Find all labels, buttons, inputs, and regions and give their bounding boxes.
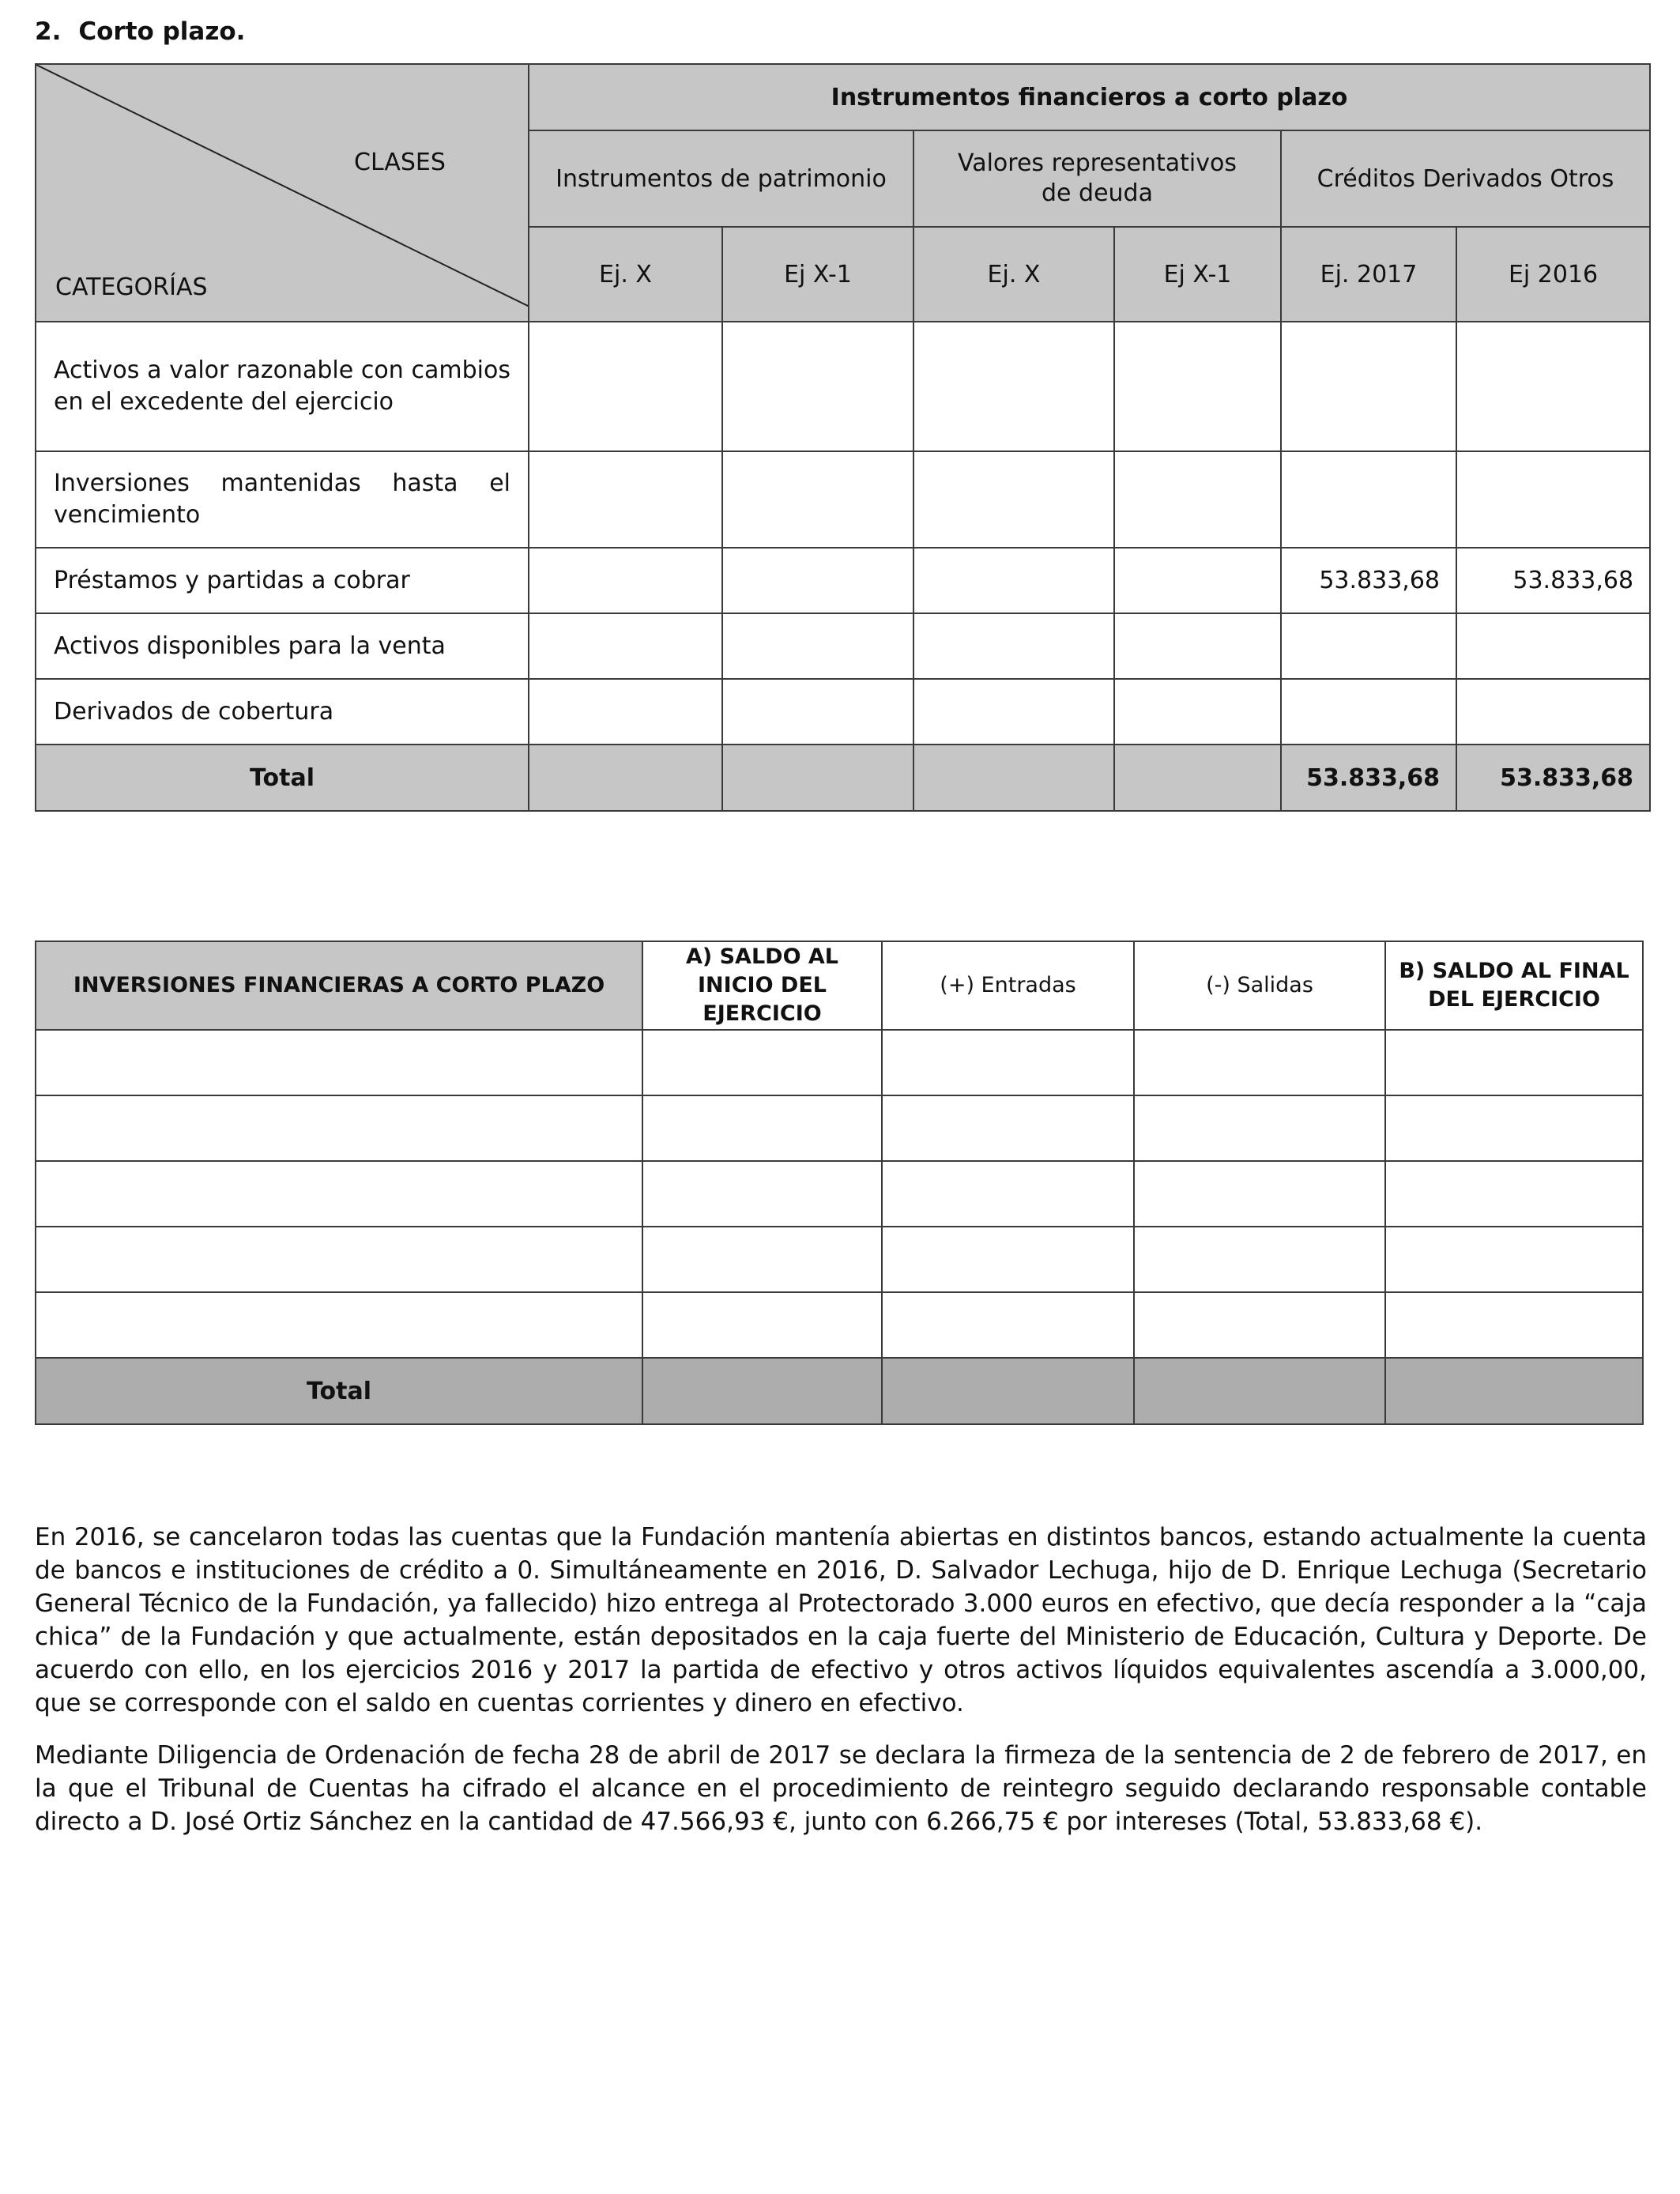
clases-label: CLASES bbox=[354, 149, 446, 176]
row-label: Préstamos y partidas a cobrar bbox=[36, 548, 529, 613]
closing-balance-header: B) SALDO AL FINAL DEL EJERCICIO bbox=[1385, 941, 1643, 1030]
total-cell: 53.833,68 bbox=[1281, 745, 1456, 811]
value-cell bbox=[1114, 322, 1281, 451]
year-header: Ej. X bbox=[529, 227, 722, 322]
value-cell bbox=[722, 322, 913, 451]
cell bbox=[1134, 1227, 1385, 1292]
cell bbox=[642, 1292, 882, 1358]
table-row bbox=[36, 1161, 1643, 1227]
value-cell bbox=[529, 548, 722, 613]
value-cell bbox=[913, 548, 1114, 613]
value-cell bbox=[1456, 322, 1650, 451]
value-cell bbox=[1456, 451, 1650, 548]
year-header: Ej X-1 bbox=[722, 227, 913, 322]
cell bbox=[1134, 1095, 1385, 1161]
table-row bbox=[36, 1292, 1643, 1358]
cell bbox=[882, 1095, 1134, 1161]
value-cell bbox=[1114, 679, 1281, 745]
year-header: Ej. 2017 bbox=[1281, 227, 1456, 322]
total-cell bbox=[529, 745, 722, 811]
section-heading: Corto plazo. bbox=[78, 17, 246, 46]
value-cell bbox=[529, 451, 722, 548]
total-cell bbox=[1114, 745, 1281, 811]
value-cell bbox=[1456, 613, 1650, 679]
class-header-creditos: Créditos Derivados Otros bbox=[1281, 130, 1650, 227]
table-row bbox=[36, 679, 1650, 745]
value-cell: 53.833,68 bbox=[1456, 548, 1650, 613]
short-term-instruments-table bbox=[35, 63, 1651, 812]
total-row bbox=[36, 745, 1650, 811]
cell bbox=[36, 1227, 642, 1292]
total-cell bbox=[1385, 1358, 1643, 1424]
cell bbox=[1134, 1292, 1385, 1358]
cell bbox=[1385, 1095, 1643, 1161]
table-row bbox=[36, 548, 1650, 613]
value-cell bbox=[913, 451, 1114, 548]
cell bbox=[642, 1227, 882, 1292]
cell bbox=[1134, 1030, 1385, 1095]
outflows-header: (-) Salidas bbox=[1134, 941, 1385, 1030]
value-cell bbox=[529, 679, 722, 745]
table-row bbox=[36, 1030, 1643, 1095]
table-row bbox=[36, 1227, 1643, 1292]
investments-header: INVERSIONES FINANCIERAS A CORTO PLAZO bbox=[36, 941, 642, 1030]
value-cell bbox=[1281, 451, 1456, 548]
cell bbox=[1385, 1161, 1643, 1227]
row-label: Derivados de cobertura bbox=[36, 679, 529, 745]
total-cell bbox=[642, 1358, 882, 1424]
section-title bbox=[35, 17, 245, 46]
inflows-header: (+) Entradas bbox=[882, 941, 1134, 1030]
value-cell bbox=[722, 548, 913, 613]
section-number: 2. bbox=[35, 17, 62, 46]
row-label: Inversiones mantenidas hasta el vencimiento bbox=[36, 451, 529, 548]
value-cell bbox=[1114, 548, 1281, 613]
cell bbox=[1385, 1227, 1643, 1292]
table-row bbox=[36, 613, 1650, 679]
value-cell bbox=[1114, 613, 1281, 679]
value-cell bbox=[913, 322, 1114, 451]
cell bbox=[882, 1227, 1134, 1292]
value-cell bbox=[529, 322, 722, 451]
row-label: Activos disponibles para la venta bbox=[36, 613, 529, 679]
value-cell bbox=[1281, 322, 1456, 451]
table-row bbox=[36, 1095, 1643, 1161]
value-cell bbox=[722, 613, 913, 679]
group-header: Instrumentos financieros a corto plazo bbox=[529, 64, 1650, 130]
year-header: Ej 2016 bbox=[1456, 227, 1650, 322]
value-cell bbox=[722, 679, 913, 745]
cell bbox=[642, 1030, 882, 1095]
cell bbox=[882, 1030, 1134, 1095]
cell bbox=[36, 1161, 642, 1227]
year-header: Ej. X bbox=[913, 227, 1114, 322]
total-cell bbox=[913, 745, 1114, 811]
value-cell bbox=[1456, 679, 1650, 745]
value-cell bbox=[529, 613, 722, 679]
cell bbox=[36, 1030, 642, 1095]
corner-header bbox=[36, 64, 529, 322]
total-label: Total bbox=[36, 1358, 642, 1424]
total-cell: 53.833,68 bbox=[1456, 745, 1650, 811]
class-header-deuda: Valores representativos de deuda bbox=[913, 130, 1281, 227]
categorias-label: CATEGORÍAS bbox=[55, 273, 208, 301]
table-row bbox=[36, 451, 1650, 548]
paragraph-cash: En 2016, se cancelaron todas las cuentas que la Fundación mantenía abiertas en distintos bancos, estando actualmente la cuenta de bancos e instituciones de crédito a 0. Simultáneamente en 2016, D. Salvador Lechuga, hijo de D. Enrique Lechuga (Secretario General Técnico de la Fundación, ya fallecido) hizo entrega al Protectorado 3.000 euros en efectivo, que decía responder a la “caja chica” de la Fundación y que actualmente, están depositados en la caja fuerte del Ministerio de Educación, Cultura y Deporte. De acuerdo con ello, en los ejercicios 2016 y 2017 la partida de efectivo y otros activos líquidos equivalentes ascendía a 3.000,00, que se corresponde con el saldo en cuentas corrientes y dinero en efectivo. bbox=[35, 1523, 1647, 1717]
value-cell bbox=[1281, 613, 1456, 679]
value-cell: 53.833,68 bbox=[1281, 548, 1456, 613]
table-row bbox=[36, 322, 1650, 451]
cell bbox=[1134, 1161, 1385, 1227]
cell bbox=[1385, 1292, 1643, 1358]
cell bbox=[36, 1292, 642, 1358]
total-cell bbox=[1134, 1358, 1385, 1424]
cell bbox=[882, 1161, 1134, 1227]
row-label: Activos a valor razonable con cambios en el excedente del ejercicio bbox=[36, 322, 529, 451]
cell bbox=[882, 1292, 1134, 1358]
cell bbox=[36, 1095, 642, 1161]
value-cell bbox=[1281, 679, 1456, 745]
value-cell bbox=[913, 679, 1114, 745]
paragraph-court-ruling: Mediante Diligencia de Ordenación de fecha 28 de abril de 2017 se declara la firmeza de la sentencia de 2 de febrero de 2017, en la que el Tribunal de Cuentas ha cifrado el alcance en el procedimiento de reintegro seguido declarando responsable contable directo a D. José Ortiz Sánchez en la cantidad de 47.566,93 €, junto con 6.266,75 € por intereses (Total, 53.833,68 €). bbox=[35, 1741, 1647, 1836]
total-cell bbox=[882, 1358, 1134, 1424]
cell bbox=[1385, 1030, 1643, 1095]
total-cell bbox=[722, 745, 913, 811]
class-header-patrimonio: Instrumentos de patrimonio bbox=[529, 130, 913, 227]
value-cell bbox=[722, 451, 913, 548]
short-term-investments-table bbox=[35, 941, 1644, 1425]
value-cell bbox=[913, 613, 1114, 679]
cell bbox=[642, 1095, 882, 1161]
year-header: Ej X-1 bbox=[1114, 227, 1281, 322]
total-label: Total bbox=[36, 745, 529, 811]
value-cell bbox=[1114, 451, 1281, 548]
total-row bbox=[36, 1358, 1643, 1424]
opening-balance-header: A) SALDO AL INICIO DEL EJERCICIO bbox=[642, 941, 882, 1030]
cell bbox=[642, 1161, 882, 1227]
